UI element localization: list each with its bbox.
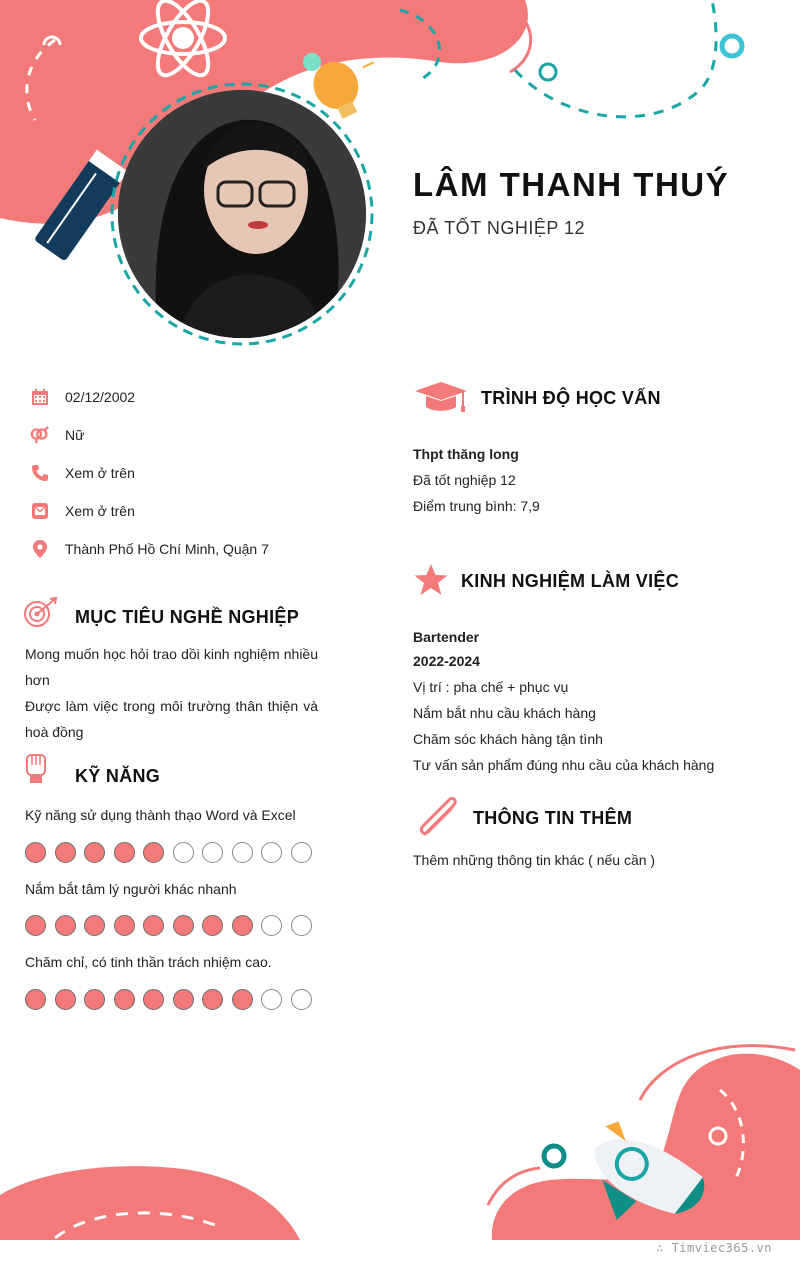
- location-pin-icon: [30, 539, 50, 559]
- school-name: Thpt thăng long: [413, 446, 519, 462]
- rating-dot-empty: [291, 915, 312, 936]
- skill-rating: [25, 842, 312, 863]
- paperclip-icon: [415, 796, 461, 843]
- rating-dot-empty: [261, 989, 282, 1010]
- address-text: Thành Phố Hồ Chí Minh, Quận 7: [65, 541, 269, 557]
- gender-text: Nữ: [65, 427, 85, 443]
- phone-text: Xem ở trên: [65, 465, 135, 481]
- rating-dot-filled: [55, 989, 76, 1010]
- profile-photo-frame: [108, 80, 376, 348]
- experience-body: [413, 624, 783, 778]
- experience-title: KINH NGHIỆM LÀM VIỆC: [461, 571, 680, 591]
- email-text: Xem ở trên: [65, 503, 135, 519]
- rating-dot-filled: [143, 842, 164, 863]
- rating-dot-filled: [55, 915, 76, 936]
- skills-title: KỸ NĂNG: [75, 766, 161, 786]
- contact-phone: [30, 461, 135, 485]
- education-body: [413, 441, 773, 519]
- rating-dot-filled: [202, 989, 223, 1010]
- email-icon: [30, 501, 50, 521]
- skill-label: Kỹ năng sử dụng thành thạo Word và Excel: [25, 807, 296, 823]
- rating-dot-empty: [261, 915, 282, 936]
- birthdate-text: 02/12/2002: [65, 389, 136, 405]
- rating-dot-filled: [84, 915, 105, 936]
- extra-text: Thêm những thông tin khác ( nếu cần ): [413, 852, 656, 868]
- rating-dot-filled: [114, 842, 135, 863]
- rating-dot-filled: [25, 915, 46, 936]
- rating-dot-filled: [114, 915, 135, 936]
- gender-icon: [30, 425, 50, 445]
- company-name: Bartender: [413, 629, 480, 645]
- skill-rating: [25, 989, 312, 1010]
- education-line: Đã tốt nghiệp 12: [413, 472, 516, 488]
- rating-dot-filled: [84, 989, 105, 1010]
- avatar: [118, 90, 366, 338]
- objective-body: [25, 641, 318, 745]
- rating-dot-filled: [143, 915, 164, 936]
- rating-dot-empty: [291, 842, 312, 863]
- candidate-name: LÂM THANH THUÝ: [413, 166, 730, 203]
- rating-dot-filled: [25, 989, 46, 1010]
- star-icon: [413, 563, 449, 602]
- objective-title: MỤC TIÊU NGHỀ NGHIỆP: [75, 607, 300, 627]
- experience-line: Chăm sóc khách hàng tận tình: [413, 731, 603, 747]
- rating-dot-filled: [25, 842, 46, 863]
- skill-rating: [25, 915, 312, 936]
- calendar-icon: [30, 387, 50, 407]
- contact-birthdate: [30, 385, 135, 409]
- skill-label: Nắm bắt tâm lý người khác nhanh: [25, 881, 237, 897]
- experience-line: Tư vấn sản phẩm đúng nhu cầu của khách hàng: [413, 757, 715, 773]
- extra-title: THÔNG TIN THÊM: [473, 808, 633, 828]
- contact-gender: [30, 423, 84, 447]
- objective-line: Mong muốn học hỏi trao dồi kinh nghiệm nhiều hơn: [25, 646, 318, 688]
- rating-dot-empty: [202, 842, 223, 863]
- fist-icon: [25, 753, 47, 790]
- watermark: ∴ Timviec365.vn: [656, 1241, 772, 1255]
- rating-dot-filled: [84, 842, 105, 863]
- rating-dot-filled: [173, 915, 194, 936]
- work-period: 2022-2024: [413, 653, 480, 669]
- phone-icon: [30, 463, 50, 483]
- rating-dot-empty: [173, 842, 194, 863]
- contact-email: [30, 499, 135, 523]
- rating-dot-empty: [291, 989, 312, 1010]
- education-line: Điểm trung bình: 7,9: [413, 498, 540, 514]
- rating-dot-filled: [202, 915, 223, 936]
- graduation-cap-icon: [413, 380, 469, 419]
- rating-dot-filled: [232, 989, 253, 1010]
- target-icon: [24, 597, 58, 634]
- skill-label: Chăm chỉ, có tinh thần trách nhiệm cao.: [25, 954, 272, 970]
- watermark-text: Timviec365.vn: [671, 1241, 772, 1255]
- rating-dot-empty: [261, 842, 282, 863]
- rating-dot-filled: [55, 842, 76, 863]
- rating-dot-filled: [114, 989, 135, 1010]
- experience-line: Nắm bắt nhu cầu khách hàng: [413, 705, 596, 721]
- rating-dot-empty: [232, 842, 253, 863]
- rating-dot-filled: [232, 915, 253, 936]
- contact-address: [30, 537, 269, 561]
- rating-dot-filled: [143, 989, 164, 1010]
- education-title: TRÌNH ĐỘ HỌC VẤN: [481, 388, 661, 408]
- experience-line: Vị trí : pha chế + phục vụ: [413, 679, 569, 695]
- objective-line: Được làm việc trong môi trường thân thiện và hoà đồng: [25, 698, 318, 740]
- candidate-status: ĐÃ TỐT NGHIỆP 12: [413, 218, 586, 238]
- rating-dot-filled: [173, 989, 194, 1010]
